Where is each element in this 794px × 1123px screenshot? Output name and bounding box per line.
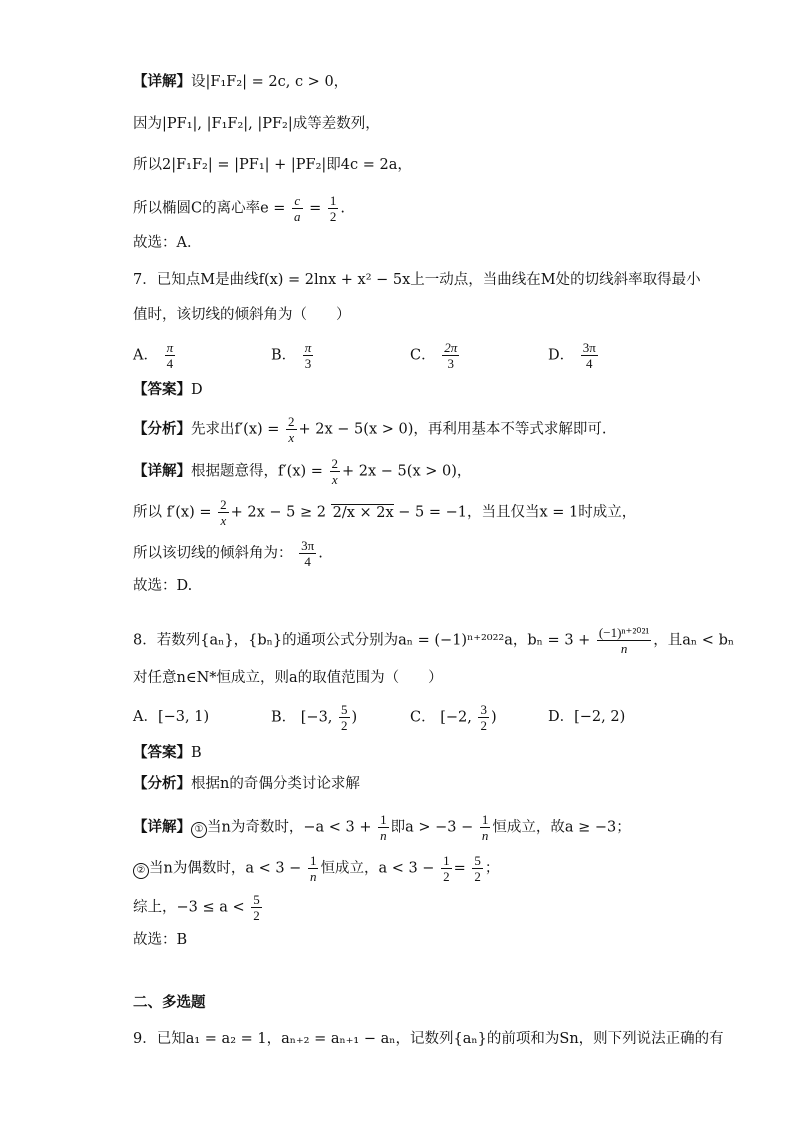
- fraction-2-over-x: [286, 414, 297, 445]
- even-post: ；: [484, 860, 500, 877]
- inequality-mid: + 2x − 5 ≥ 2: [230, 504, 326, 521]
- fraction-1-over-n: [480, 812, 491, 843]
- option-fraction: [581, 340, 598, 371]
- fraction-2-over-x: [218, 497, 229, 528]
- q7-choose-line: 故选：D.: [133, 578, 193, 594]
- frac-num: 5: [341, 702, 348, 717]
- frac-num: 3: [480, 702, 487, 717]
- frac-num: 5: [474, 853, 481, 868]
- detail-mid: 即a > −3 −: [390, 819, 474, 836]
- q7-option-b: [271, 340, 315, 371]
- frac-num: 1: [309, 853, 317, 868]
- fraction-5-over-2: [472, 853, 483, 884]
- answer-tag: 【答案】: [133, 381, 191, 398]
- frac-den: 2: [443, 869, 450, 884]
- answer-value: B: [191, 745, 202, 761]
- frac-den: 4: [304, 554, 311, 569]
- detail-text: 当n为奇数时，−a < 3 +: [207, 819, 372, 836]
- detail-tag: 【详解】: [133, 462, 191, 480]
- eccentricity-text: 所以椭圆C的离心率e =: [133, 200, 286, 217]
- q7-stem-line1: 7．已知点M是曲线f(x) = 2lnx + x² − 5x上一动点，当曲线在M处的切线斜率取得最小: [133, 272, 701, 288]
- frac-num: 2: [288, 414, 295, 429]
- fraction-1-over-2: [441, 853, 452, 884]
- frac-num: 1: [329, 193, 337, 208]
- option-label: D．: [548, 347, 575, 364]
- analysis-tag: 【分析】: [133, 420, 191, 438]
- inequality-text: 所以 f′(x) =: [133, 504, 212, 521]
- analysis-text: 先求出f′(x) =: [191, 421, 280, 438]
- q7-inequality-line: [133, 497, 636, 528]
- frac-den: 2: [474, 869, 481, 884]
- frac-num: (−1)ⁿ⁺²⁰²¹: [598, 625, 650, 640]
- q8-option-c: [410, 702, 497, 733]
- frac-den: 2: [253, 908, 260, 923]
- q8-option-b: [271, 702, 357, 733]
- frac-den: 4: [166, 356, 174, 371]
- q8-analysis-line: [133, 774, 360, 794]
- option-pre: [−3,: [300, 709, 333, 726]
- circled-one: ①: [191, 822, 207, 838]
- frac-num: π: [304, 340, 312, 355]
- frac-num: 3π: [582, 340, 596, 355]
- frac-num: 1: [443, 853, 450, 868]
- frac-num: π: [166, 340, 174, 355]
- frac-den: 2: [329, 209, 337, 224]
- q6-choose-line: 故选：A．: [133, 235, 202, 251]
- fraction-1-over-n: [308, 853, 319, 884]
- q8-option-a: A．[−3, 1): [133, 709, 210, 725]
- q8-stem-line1: [133, 625, 734, 656]
- q7-analysis-line: [133, 414, 606, 445]
- option-label: B．: [271, 709, 297, 726]
- frac-den: x: [331, 472, 338, 487]
- q6-eccentricity-line: 所以椭圆C的离心率e = $\frac{c}{a}$ = $\frac{1}{2}$ .: [133, 193, 346, 224]
- option-fraction: [478, 702, 489, 733]
- fraction-power-over-n: [597, 625, 651, 656]
- q7-stem-line2: 值时，该切线的倾斜角为（ ）: [133, 307, 351, 323]
- option-fraction: [165, 340, 176, 371]
- frac-den: x: [220, 513, 227, 528]
- fraction-c-over-a: [292, 193, 303, 224]
- answer-tag: 【答案】: [133, 744, 191, 761]
- even-text: 当n为偶数时，a < 3 −: [149, 860, 302, 877]
- frac-num: 1: [481, 812, 489, 827]
- frac-den: n: [309, 869, 317, 884]
- frac-den: 2: [341, 718, 348, 733]
- frac-den: 3: [304, 356, 312, 371]
- option-fraction: [339, 702, 350, 733]
- section-heading-multiple-choice: 二、多选题: [133, 994, 206, 1011]
- detail-post: 恒成立，故a ≥ −3；: [492, 819, 631, 836]
- q6-so-line: 所以2|F₁F₂| = |PF₁| + |PF₂|即4c = 2a，: [133, 157, 412, 173]
- q8-option-d: D．[−2, 2): [548, 709, 626, 725]
- frac-num: 5: [253, 892, 260, 907]
- frac-den: n: [481, 828, 489, 843]
- summary-text: 综上，−3 ≤ a <: [133, 899, 245, 916]
- option-fraction: [303, 340, 314, 371]
- analysis-tag: 【分析】: [133, 775, 191, 792]
- option-label: A．: [133, 347, 158, 364]
- frac-num: 1: [380, 812, 387, 827]
- detail-tag: 【详解】: [133, 73, 191, 90]
- sqrt-expression: 2/x × 2x: [332, 504, 394, 521]
- q6-detail-line: [133, 72, 348, 92]
- q8-stem-text: 8．若数列{aₙ}，{bₙ}的通项公式分别为aₙ = (−1)ⁿ⁺²⁰²²a，bₙ = 3 +: [133, 632, 591, 649]
- q9-stem-line1: 9．已知a₁ = a₂ = 1，aₙ₊₂ = aₙ₊₁ − aₙ，记数列{aₙ}的前项和为Sn，则下列说法正确的有: [133, 1031, 724, 1047]
- fraction-5-over-2: [251, 892, 262, 923]
- inequality-post: − 5 = −1，当且仅当x = 1时成立，: [398, 504, 637, 521]
- q7-option-a: [133, 340, 177, 371]
- option-post: ): [490, 709, 497, 726]
- q7-option-d: [548, 340, 600, 371]
- fraction-1-over-n: [378, 812, 389, 843]
- detail-text-post: + 2x − 5(x > 0)，: [342, 463, 472, 480]
- equals-sign: =: [453, 860, 466, 877]
- detail-text: 根据题意得，f′(x) =: [191, 463, 323, 480]
- analysis-text: 根据n的奇偶分类讨论求解: [191, 776, 360, 792]
- answer-value: D: [191, 382, 203, 398]
- analysis-text-post: + 2x − 5(x > 0)，再利用基本不等式求解即可.: [298, 421, 607, 438]
- q8-answer-line: [133, 743, 202, 763]
- frac-num: c: [292, 193, 303, 209]
- q7-angle-line: 所以该切线的倾斜角为： $\frac{3\pi}{4}$ .: [133, 538, 323, 569]
- q8-stem-post: ，且aₙ < bₙ: [653, 632, 735, 649]
- detail-tag: 【详解】: [133, 818, 191, 836]
- option-label: C．: [410, 347, 436, 364]
- frac-den: x: [288, 430, 295, 445]
- fraction-one-half: [328, 193, 339, 224]
- frac-den: n: [380, 828, 387, 843]
- circled-two: ②: [133, 863, 149, 879]
- q6-detail-text: 设|F₁F₂| = 2c, c > 0，: [191, 74, 349, 90]
- q8-summary-line: [133, 892, 264, 923]
- frac-den: a: [294, 209, 301, 224]
- frac-num: 2π: [444, 340, 458, 355]
- option-label: C．: [410, 709, 436, 726]
- angle-text: 所以该切线的倾斜角为：: [133, 545, 293, 562]
- frac-den: 4: [586, 356, 593, 371]
- frac-num: 2: [331, 456, 339, 471]
- even-mid: 恒成立，a < 3 −: [320, 860, 435, 877]
- q8-even-line: [133, 853, 499, 884]
- q8-detail-line: [133, 812, 631, 843]
- option-label: B．: [271, 347, 297, 364]
- option-fraction: [442, 340, 459, 371]
- q7-answer-line: [133, 380, 203, 400]
- frac-den: n: [620, 641, 628, 656]
- q6-because-line: 因为|PF₁|, |F₁F₂|, |PF₂|成等差数列，: [133, 116, 380, 132]
- frac-den: 2: [480, 718, 487, 733]
- fraction-2-over-x: [330, 456, 341, 487]
- q8-choose-line: 故选：B: [133, 932, 188, 948]
- option-post: ): [351, 709, 358, 726]
- fraction-3pi-over-4: [299, 538, 316, 569]
- q8-stem-line2: 对任意n∈N*恒成立，则a的取值范围为（ ）: [133, 670, 443, 686]
- q7-option-c: [410, 340, 461, 371]
- frac-den: 3: [447, 356, 454, 371]
- frac-num: 2: [220, 497, 227, 512]
- frac-num: 3π: [301, 538, 315, 553]
- q7-detail-line: [133, 456, 471, 487]
- option-pre: [−2,: [440, 709, 472, 726]
